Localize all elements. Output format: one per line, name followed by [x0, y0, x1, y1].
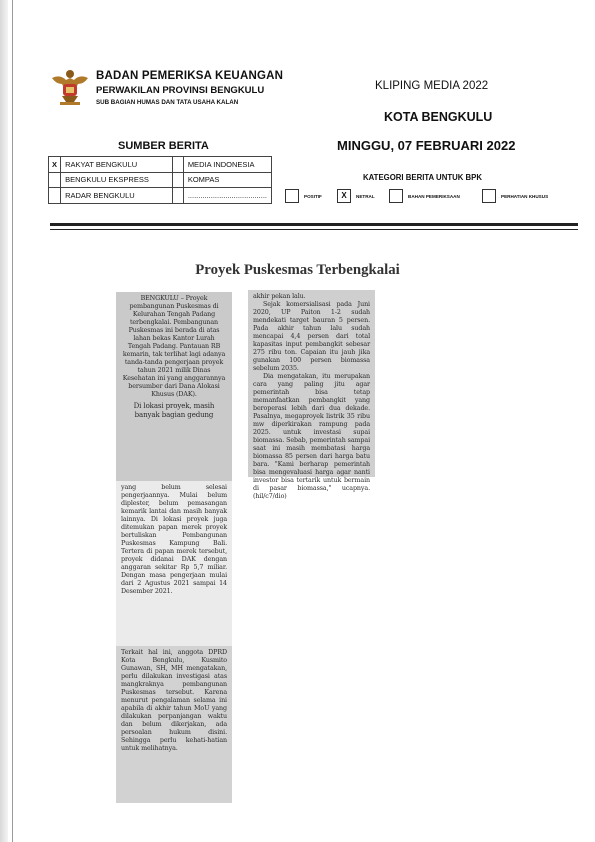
kliping-label: KLIPING MEDIA 2022	[375, 80, 489, 92]
article-title: Proyek Puskesmas Terbengkalai	[195, 262, 400, 278]
source-mark	[172, 172, 183, 188]
article-paragraph: yang belum selesai pengerjaannya. Mulai belum diplester, belum pemasangan kemarik lantai dan masih banyak lainnya. Di lokasi proyek juga ditemukan papan merek proyek bertuliskan Pembangunan Puskesmas Kampung Bali. Tertera di papan merek tersebut, proyek didanai DAK dengan anggaran sekitar Rp 5,7 miliar. Dengan masa pengerjaan mulai dari 2 Agustus 2021 sampai 14 Desember 2021.	[121, 484, 227, 596]
article-paragraph: Sejak komersialisasi pada Juni 2020, UP Paiton 1-2 sudah mendekati target bauran 5 persen. Pada akhir tahun lalu sudah mencapai 4,4 persen dari total kapasitas input pembangkit sebesar 275 ribu ton. Capaian itu jauh jika gunakan 100 persen biomassa sebelum 2035.	[253, 301, 370, 373]
category-heading: KATEGORI BERITA UNTUK BPK	[363, 173, 482, 182]
date-label: MINGGU, 07 FEBRUARI 2022	[337, 138, 516, 153]
source-name: RAKYAT BENGKULU	[61, 157, 173, 173]
source-mark	[49, 172, 61, 188]
source-name: ......................................	[183, 188, 271, 204]
org-region: PERWAKILAN PROVINSI BENGKULU	[96, 85, 265, 96]
article-paragraph: Dia mengatakan, itu merupakan cara yang paling jitu agar pemerintah bisa tetap memanfaatkan pembangkit yang beroperasi lebih dari dua dekade. Pasalnya, megaproyek listrik 35 ribu mw diperkirakan rampung pada 2025. untuk investasi supai biomassa. Sebab, pemerintah sampai saat ini masih membatasi harga biomassa 85 persen dari harga batu bara. "Kami berharap pemerintah bisa mengevaluasi harga agar nanti investor bisa tertarik untuk bermain di pasar biomassa," ucapnya.(hil/c7/dio)	[253, 373, 370, 501]
article-paragraph: BENGKULU – Proyek pembangunan Puskesmas di Kelurahan Tengah Padang terbengkalai. Pembangunan Puskesmas ini berada di atas lahan bekas Kantor Lurah Tengah Padang. Pantauan RB kemarin, tak terlihat lagi adanya tanda-tanda pengerjaan proyek tahun 2021 milik Dinas Kesehatan ini yang anggarannya bersumber dari Dana Alokasi Khusus (DAK).	[122, 295, 226, 399]
source-table	[48, 156, 272, 204]
category-label: POSITIF	[304, 194, 322, 199]
source-row	[49, 157, 272, 173]
category-label: NETRAL	[356, 194, 375, 199]
margin-line	[12, 0, 13, 842]
article-paragraph: Terkait hal ini, anggota DPRD Kota Bengkulu, Kusmito Gunawan, SH, MH mengatakan, perlu dilakukan investigasi atas mangkraknya pembangunan Puskesmas tersebut. Karena menurut pengalaman selama ini apabila di akhir tahun MoU yang dilakukan perpanjangan waktu dan belum dikerjakan, ada persoalan hukum disini. Sehingga perlu kehati-hatian untuk melihatnya.	[121, 649, 227, 753]
source-row	[49, 172, 272, 188]
article-column-2	[248, 290, 375, 501]
article-column-3	[116, 481, 232, 647]
article-paragraph: Di lokasi proyek, masih banyak bagian gedung	[133, 402, 215, 420]
org-subdivision: SUB BAGIAN HUMAS DAN TATA USAHA KALAN	[96, 99, 239, 106]
source-mark	[49, 188, 61, 204]
source-heading: SUMBER BERITA	[118, 140, 209, 152]
source-mark: X	[49, 157, 61, 173]
article-column-1	[116, 292, 232, 482]
scan-edge	[0, 0, 8, 842]
city-label: KOTA BENGKULU	[384, 110, 493, 124]
source-name: BENGKULU EKSPRESS	[61, 172, 173, 188]
category-checkbox-netral: X	[337, 189, 351, 203]
category-label: BAHAN PEMERIKSAAN	[408, 194, 460, 199]
source-name: RADAR BENGKULU	[61, 188, 173, 204]
article-column-4	[116, 646, 232, 803]
header-divider	[50, 223, 578, 226]
garuda-logo-icon	[48, 64, 92, 108]
header-divider	[50, 229, 578, 230]
category-checkbox-positif	[285, 189, 299, 203]
category-checkbox-bahan	[389, 189, 403, 203]
source-row	[49, 188, 272, 204]
source-mark	[172, 157, 183, 173]
category-label: PERHATIAN KHUSUS	[501, 194, 549, 199]
source-name: KOMPAS	[183, 172, 271, 188]
source-mark	[172, 188, 183, 204]
category-checkbox-perhatian	[482, 189, 496, 203]
article-paragraph: akhir pekan lalu.	[253, 293, 306, 300]
org-name: BADAN PEMERIKSA KEUANGAN	[96, 70, 284, 82]
source-name: MEDIA INDONESIA	[183, 157, 271, 173]
